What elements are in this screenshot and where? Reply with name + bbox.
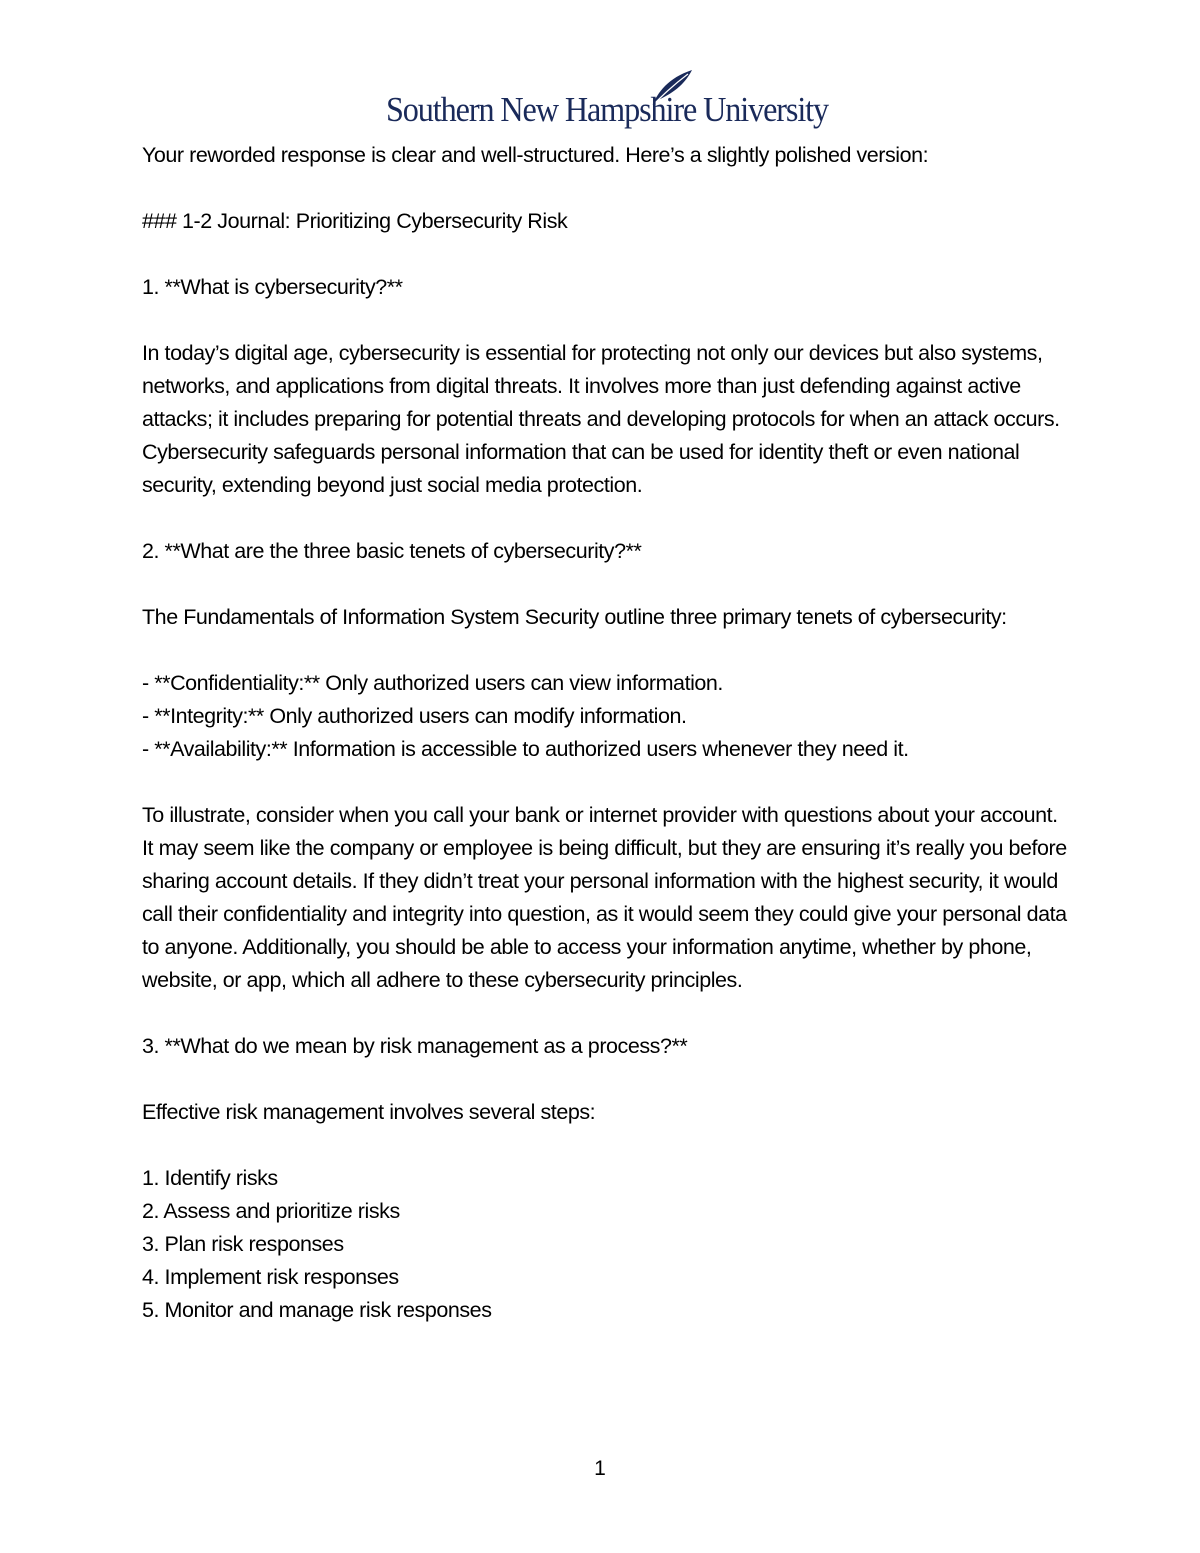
- list-item: 2. Assess and prioritize risks: [142, 1199, 400, 1223]
- answer-2: The Fundamentals of Information System Security outline three primary tenets of cybersecurity:: [142, 605, 1007, 629]
- answer-1: In today’s digital age, cybersecurity is essential for protecting not only our devices but also systems, networks, and applications from digital threats. It involves more than just defending against active attacks; it includes preparing for potential threats and developing protocols for when an attack occurs. Cybersecurity safeguards personal information that can be used for identity theft or even national security, extending beyond just social media protection.: [142, 341, 1060, 497]
- list-item: 1. Identify risks: [142, 1166, 278, 1190]
- answer-3: Effective risk management involves several steps:: [142, 1100, 596, 1124]
- steps-list: [142, 1162, 1072, 1327]
- document-body: [142, 139, 1072, 1360]
- question-1: 1. **What is cybersecurity?**: [142, 275, 403, 299]
- intro-paragraph: Your reworded response is clear and well-structured. Here’s a slightly polished version:: [142, 143, 929, 167]
- list-item: - **Integrity:** Only authorized users can modify information.: [142, 704, 687, 728]
- list-item: - **Availability:** Information is accessible to authorized users whenever they need it.: [142, 737, 909, 761]
- illustration-paragraph: To illustrate, consider when you call your bank or internet provider with questions about your account. It may seem like the company or employee is being difficult, but they are ensuring it’s really you before sharing account details. If they didn’t treat your personal information with the highest security, it would call their confidentiality and integrity into question, as it would seem they could give your personal data to anyone. Additionally, you should be able to access your information anytime, whether by phone, website, or app, which all adhere to these cybersecurity principles.: [142, 803, 1067, 992]
- university-logo: [386, 68, 829, 134]
- list-item: 5. Monitor and manage risk responses: [142, 1298, 492, 1322]
- list-item: 3. Plan risk responses: [142, 1232, 344, 1256]
- question-2: 2. **What are the three basic tenets of cybersecurity?**: [142, 539, 642, 563]
- list-item: - **Confidentiality:** Only authorized users can view information.: [142, 671, 723, 695]
- page-number: 1: [594, 1457, 606, 1480]
- journal-heading: ### 1-2 Journal: Prioritizing Cybersecurity Risk: [142, 209, 568, 233]
- question-3: 3. **What do we mean by risk management as a process?**: [142, 1034, 688, 1058]
- tenets-list: [142, 667, 1072, 766]
- logo-text: Southern New Hampshire University: [386, 90, 829, 129]
- list-item: 4. Implement risk responses: [142, 1265, 399, 1289]
